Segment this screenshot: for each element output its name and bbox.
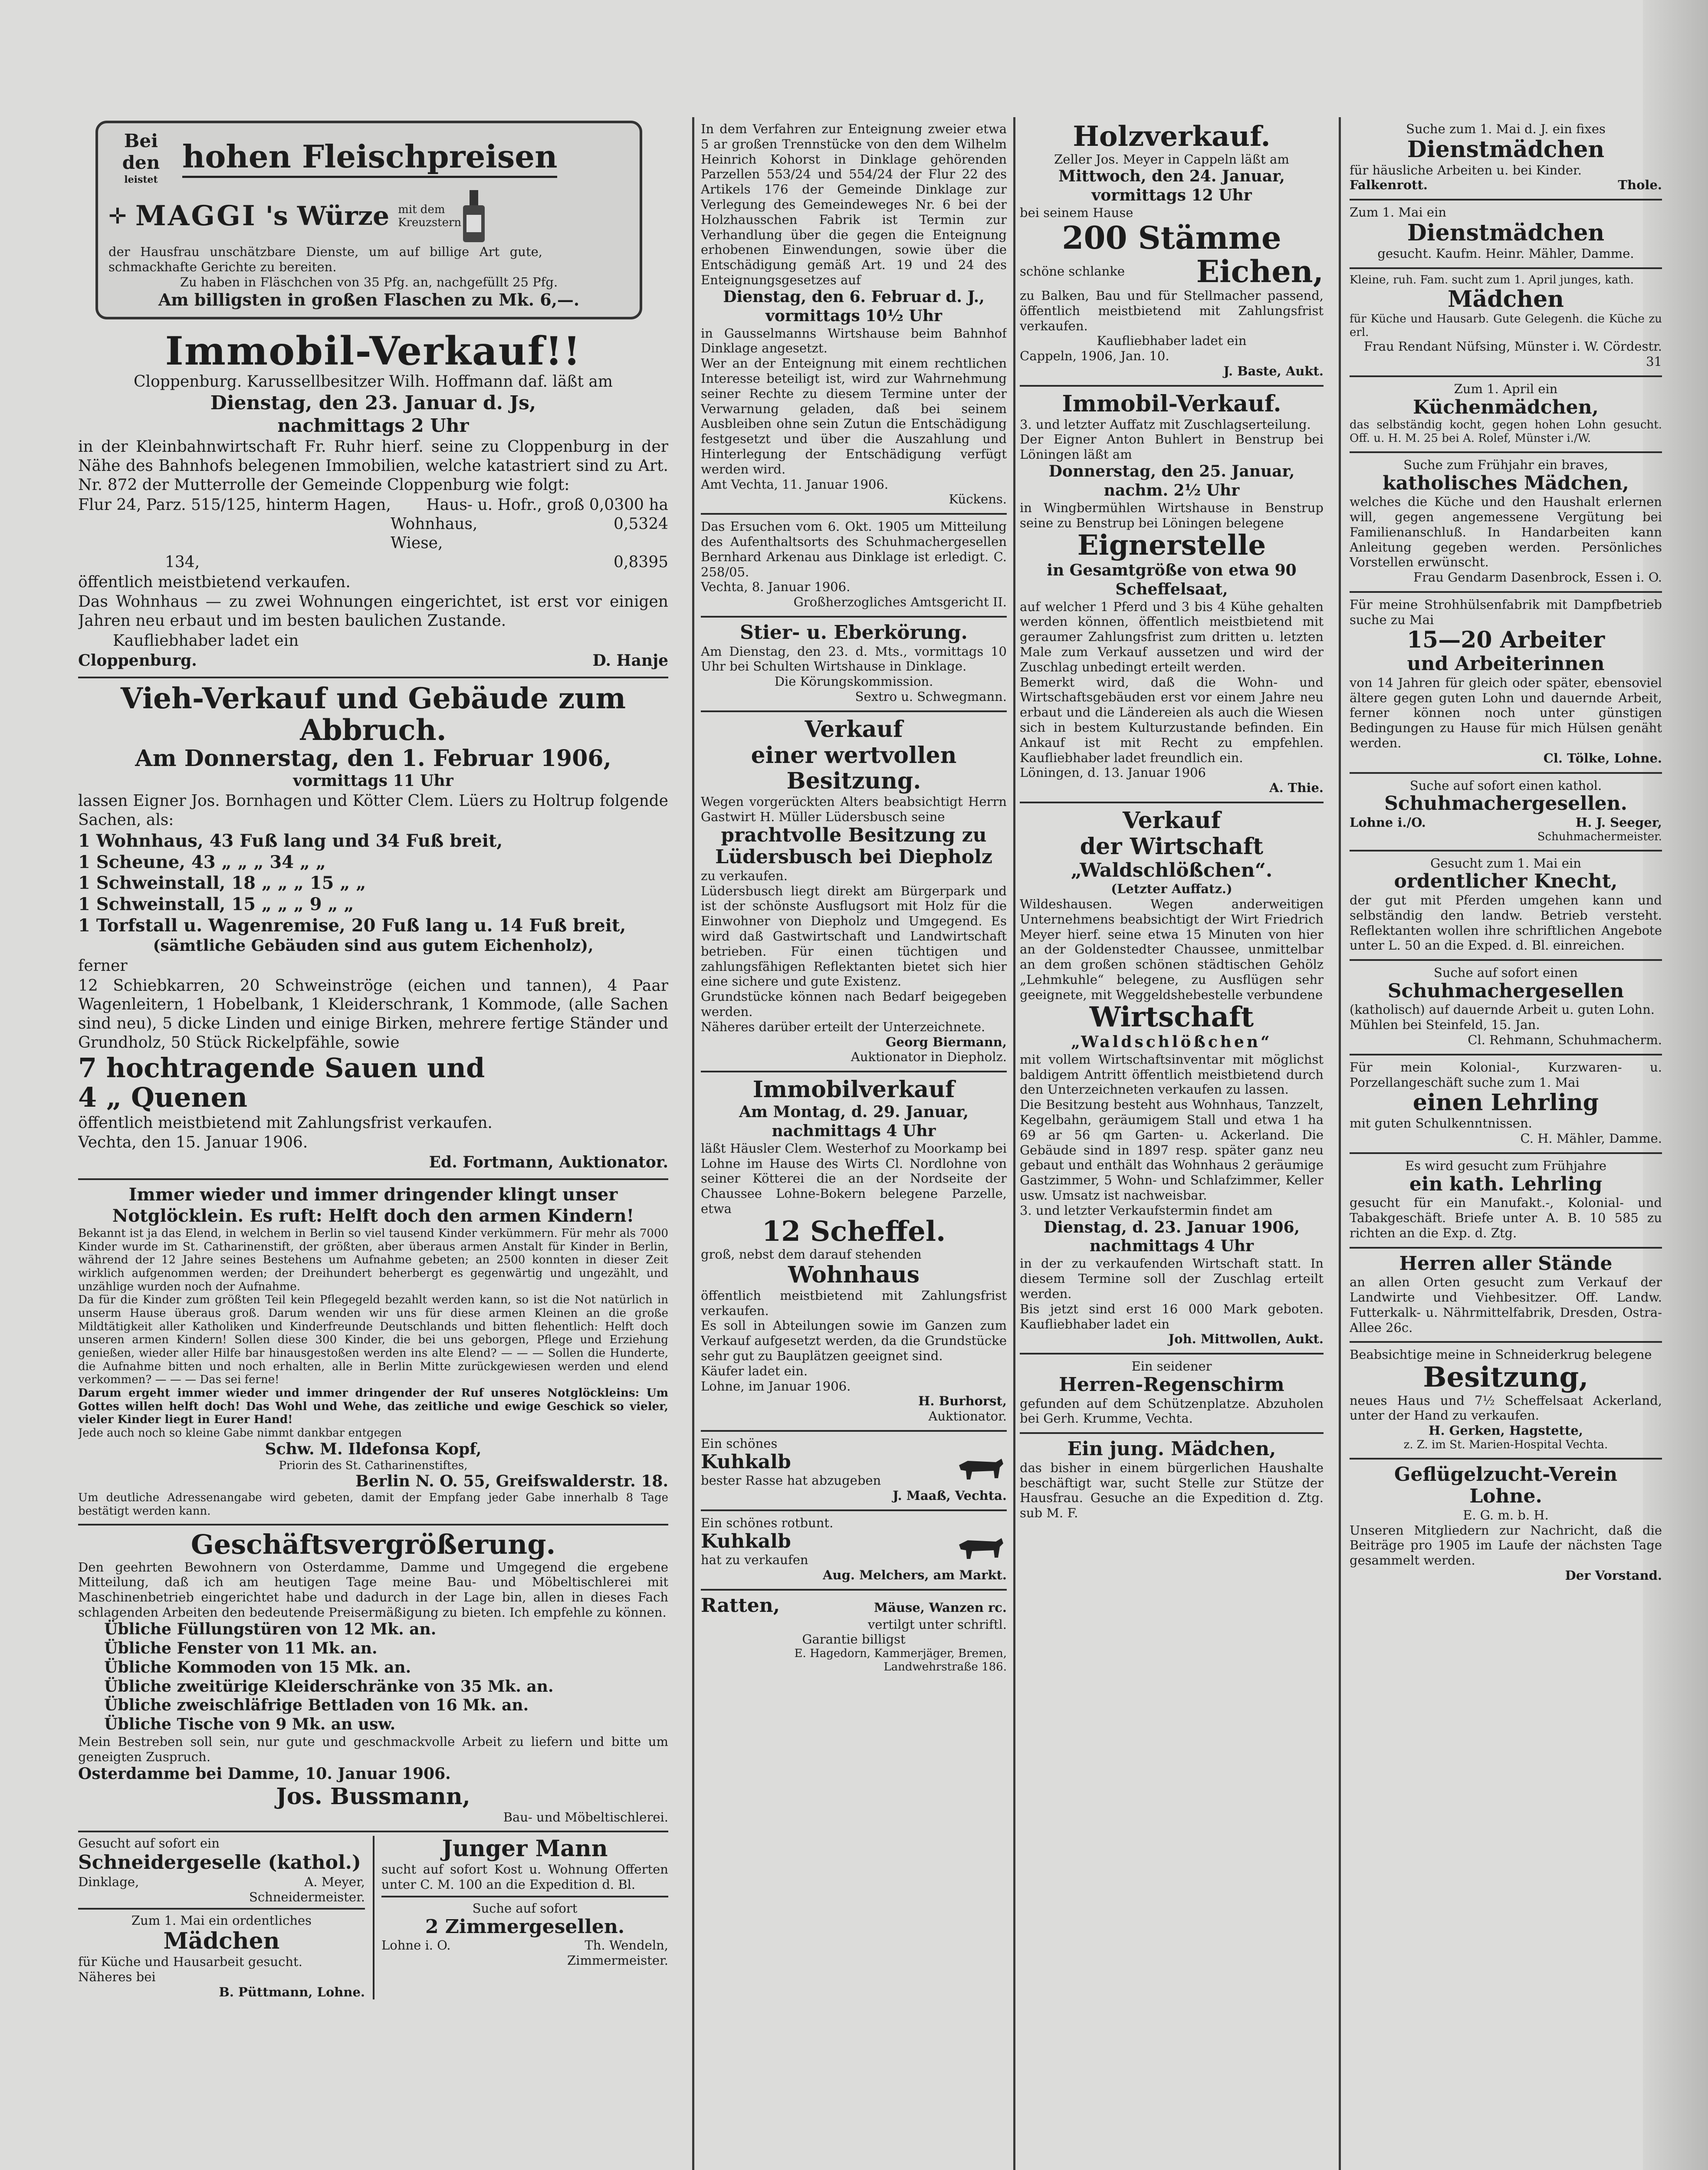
bottle-icon — [459, 188, 489, 244]
lehrling2-l1: Es wird gesucht zum Frühjahre — [1405, 1158, 1607, 1173]
arbeiter-title2: und Arbeiterinnen — [1407, 653, 1605, 675]
ersuchen-sig: Großherzogliches Amtsgericht II. — [793, 595, 1007, 610]
ad-a4-l2: Lohne i. O. — [381, 1938, 451, 1953]
maedchen-ad — [1020, 1434, 1324, 1527]
holz-ad — [1020, 117, 1324, 387]
dienst1-title: Dienstmädchen — [1407, 136, 1605, 163]
wirtschaft-date: Dienstag, d. 23. Januar 1906, nachmittags 4 Uhr — [1043, 1218, 1300, 1256]
holz-p3: schöne schlanke — [1020, 264, 1125, 279]
dienst2-l2: gesucht. Kaufm. Heinr. Mähler, Damme. — [1377, 246, 1634, 261]
verkauf-sig1: Georg Biermann, — [885, 1034, 1007, 1049]
schuh2-l2: Mühlen bei Steinfeld, 15. Jan. — [1350, 1017, 1540, 1032]
gefluegel-ad — [1350, 1460, 1662, 1589]
ad-a2-body: sucht auf sofort Kost u. Wohnung Offerten unter C. M. 100 an die Expedition d. Bl. — [381, 1862, 668, 1892]
ad-a4-sig2: Zimmermeister. — [567, 1953, 668, 1968]
knecht-p1: der gut mit Pferden umgehen kann und selbständig den landw. Betrieb versteht. Reflektanten wollen ihre schriftlichen Angebote unter L. 50 an die Exped. d. Bl. einreichen. — [1350, 892, 1662, 953]
besitz-sig: H. Gerken, Hagstette, — [1429, 1423, 1583, 1438]
schirm-ad — [1020, 1355, 1324, 1434]
notruf-sig1: Schw. M. Ildefonsa Kopf, — [265, 1440, 482, 1458]
wirtschaft-t1: Verkauf — [1123, 807, 1221, 834]
verkauf-p5: Näheres darüber erteilt der Unterzeichnete. — [701, 1019, 985, 1034]
schuh1-sig2: Schuhmachermeister. — [1537, 830, 1662, 843]
schuh2-title: Schuhmachergesellen — [1387, 980, 1624, 1002]
herren-p1: an allen Orten gesucht zum Verkauf der Landwirte und Viehbesitzer. Off. Landw. Futterkalk- u. Nährmittelfabrik, Dresden, Ostra-Allee 26c. — [1350, 1275, 1662, 1335]
vieh-ad — [78, 678, 668, 1180]
schuh1-sig: H. J. Seeger, — [1575, 815, 1662, 830]
ad-a4-l1: Suche auf sofort — [472, 1900, 578, 1916]
dienst2-title: Dienstmädchen — [1407, 219, 1605, 246]
vieh-item: 1 Wohnhaus, 43 Fuß lang und 34 Fuß breit, — [78, 830, 503, 851]
column-4 — [1350, 117, 1662, 2170]
dienst3-title: Mädchen — [1448, 286, 1564, 313]
geschaeft-item: Übliche zweitürige Kleiderschränke von 35 Mk. an. — [104, 1677, 554, 1696]
geschaeft-ad — [78, 1526, 668, 1832]
vieh-date: Am Donnerstag, den 1. Februar 1906, — [135, 745, 611, 772]
lehrling-title: einen Lehrling — [1412, 1089, 1599, 1116]
lehrling-l2: mit guten Schulkenntnissen. — [1350, 1116, 1532, 1131]
wirtschaft-p4: 3. und letzter Verkaufstermin findet am — [1020, 1203, 1273, 1218]
dienst1-l3: Falkenrott. — [1350, 178, 1428, 193]
vieh-sell: öffentlich meistbietend mit Zahlungsfrist verkaufen. — [78, 1114, 493, 1132]
immobil3-sig: A. Thie. — [1269, 780, 1324, 796]
maggi-line1b: leistet — [124, 174, 158, 185]
notruf-sig3: Berlin N. O. 55, Greifswalderstr. 18. — [355, 1472, 668, 1491]
immobil-date: Dienstag, den 23. Januar d. Js, — [210, 392, 536, 414]
notruf-title: Immer wieder und immer dringender klingt unser Notglöcklein. Es ruft: Helft doch den armen Kindern! — [112, 1184, 634, 1226]
immobil3-p6: Bemerkt wird, daß die Wohn- und Wirtschaftsgebäuden erst vor einem Jahre neu erbaut und die Ländereien als auch die Wiesen sich in bestem Kulturzustande befinden. Ein Ankauf ist mit Recht zu empfehlen. Kaufliebhaber ladet freundlich ein. — [1020, 674, 1324, 765]
besitz-ad — [1350, 1343, 1662, 1459]
lehrling-l1: Für mein Kolonial-, Kurzwaren- u. Porzellangeschäft suche zum 1. Mai — [1350, 1059, 1662, 1090]
immobil2-p4: Es soll in Abteilungen sowie im Ganzen zum Verkauf aufgesetzt werden, da die Grundstücke sehr gut zu Bauplätzen geeignet sind. — [701, 1318, 1007, 1363]
schirm-l2: gefunden auf dem Schützenplatze. Abzuholen bei Gerh. Krumme, Vechta. — [1020, 1396, 1324, 1426]
immobil-r2b: 0,5324 — [614, 515, 668, 533]
stier-title: Stier- u. Eberkörung. — [740, 621, 968, 644]
immobil2-p2: groß, nebst dem darauf stehenden — [701, 1247, 922, 1262]
ad-a2-title: Junger Mann — [442, 1835, 608, 1862]
holz-title: Holzverkauf. — [1073, 120, 1271, 153]
ad-a3-l2: für Küche und Hausarbeit gesucht. — [78, 1954, 302, 1969]
small-ads-bottom — [78, 1832, 668, 1999]
ad-a4-title: 2 Zimmergesellen. — [425, 1915, 625, 1938]
notruf-p2: Da für die Kinder zum größten Teil kein Pflegegeld bezahlt werden kann, so ist die Not natürlich in unserm Hause überaus groß. Darum wenden wir uns für diese armen Kleinen an die große Mildtätigkeit aller Katholiken und Kinderfreunde Deutschlands und bitten flehentlich: Helft doch unseren armen Kindern! Sollen diese 300 Kinder, die bei uns geborgen, Pflege und Erziehung genießen, wieder aller Hilfe bar hinausgestoßen werden ins alte Elend? — — — Sollen die Hunderte, die Aufnahme bitten und noch erhalten, alle in Berlin Mitte zurückgewiesen werden und elend verkommen? — — — Das sei ferne! — [78, 1293, 668, 1387]
geschaeft-item: Übliche zweischläfrige Bettladen von 16 Mk. an. — [104, 1696, 529, 1715]
holz-p4: zu Balken, Bau und für Stellmacher passend, öffentlich meistbietend mit Zahlungsfrist verkaufen. — [1020, 288, 1324, 333]
schuh2-ad — [1350, 961, 1662, 1055]
vieh-title: Vieh-Verkauf und Gebäude zum Abbruch. — [120, 681, 626, 747]
ad-a3-sig: B. Püttmann, Lohne. — [219, 1984, 365, 1999]
ad-a3-l3: Näheres bei — [78, 1969, 156, 1984]
immobil3-p3: in Wingbermühlen Wirtshause in Benstrup seine zu Benstrup bei Löningen belegene — [1020, 500, 1324, 530]
column-3 — [1020, 117, 1324, 2170]
lehrling2-p1: gesucht für ein Manufakt.-, Kolonial- und Tabakgeschäft. Briefe unter A. B. 10 585 zu richten an die Exp. d. Ztg. — [1350, 1195, 1662, 1240]
wirtschaft-p6: Bis jetzt sind erst 16 000 Mark geboten. Kaufliebhaber ladet ein — [1020, 1301, 1324, 1332]
geschaeft-p2: Mein Bestreben soll sein, nur gute und geschmackvolle Arbeit zu liefern und bitte um geneigten Zuspruch. — [78, 1734, 668, 1765]
notruf-p3: Darum ergeht immer wieder und immer dringender der Ruf unseres Notglöckleins: Um Gottes willen helft doch! Das Wohl und Wehe, das zeitliche und ewige Geschick so vieler, vieler Kinder liegt in Eurer Hand! — [78, 1386, 668, 1427]
notruf-ad — [78, 1180, 668, 1526]
ersuchen-notice — [701, 515, 1007, 618]
immobil2-sig2: Auktionator. — [928, 1409, 1007, 1424]
ad-a1-l5: Schneidermeister. — [249, 1889, 365, 1904]
verkauf-ad — [701, 712, 1007, 1073]
ad-a3-l1: Zum 1. Mai ein ordentliches — [131, 1913, 312, 1928]
dienst2-l1: Zum 1. Mai ein — [1350, 205, 1447, 220]
immobil-body: in der Kleinbahnwirtschaft Fr. Ruhr hierf. seine zu Cloppenburg in der Nähe des Bahnhofs belegenen Immobilien, welche katastriert sind zu Art. Nr. 872 der Mutterrolle der Gemeinde Cloppenburg wie folgt: — [78, 438, 668, 494]
enteignung-notice — [701, 117, 1007, 515]
holz-date: Mittwoch, den 24. Januar, vormittags 12 Uhr — [1058, 167, 1285, 205]
calf-icon — [955, 1454, 1007, 1485]
maggi-brand-b: 's Würze — [265, 201, 390, 231]
kuh1-l2: bester Rasse hat abzugeben — [701, 1473, 881, 1488]
vieh-intro: lassen Eigner Jos. Bornhagen und Kötter Clem. Lüers zu Holtrup folgende Sachen, als: — [78, 792, 668, 829]
immobil3-big: Eignerstelle — [1077, 529, 1266, 562]
kreuzstern-icon: ✛ — [108, 203, 127, 229]
holz-sig: J. Baste, Aukt. — [1223, 363, 1324, 378]
calf-icon — [955, 1534, 1007, 1564]
immobil2-big: 12 Scheffel. — [762, 1215, 946, 1248]
immobil-r1b: Haus- u. Hofr., groß 0,0300 ha — [426, 496, 668, 514]
column-rule — [692, 117, 694, 2170]
verkauf-t3: Besitzung. — [786, 768, 921, 795]
immobil-r1a: Flur 24, Parz. 515/125, hinterm Hagen, — [78, 496, 391, 514]
geschaeft-item: Übliche Fenster von 11 Mk. an. — [104, 1639, 378, 1657]
immobil2-big2: Wohnhaus — [788, 1262, 920, 1289]
immobil2-p3: öffentlich meistbietend mit Zahlungsfrist verkaufen. — [701, 1288, 1007, 1318]
dienst3-l2: für Küche und Hausarb. Gute Gelegenh. die Küche zu erl. — [1350, 312, 1662, 339]
arbeiter-p1: von 14 Jahren für gleich oder später, ebensoviel ältere gegen guten Lohn und dauernde Arbeit, ferner können noch unter günstigen Bedingungen zu Hause für mich Hülsen genäht werden. — [1350, 675, 1662, 751]
vieh-item: 1 Schweinstall, 15 „ „ „ 9 „ „ — [78, 894, 354, 915]
vieh-item: (sämtliche Gebäuden sind aus gutem Eichenholz), — [153, 936, 594, 955]
schirm-l1: Ein seidener — [1131, 1359, 1212, 1374]
schuh1-ad — [1350, 774, 1662, 852]
dienst2-ad — [1350, 201, 1662, 269]
kuhkalb-ad-2 — [701, 1511, 1007, 1591]
gefluegel-p1: Unseren Mitgliedern zur Nachricht, daß die Beiträge pro 1905 im Laufe der nächsten Tage gesammelt werden. — [1350, 1522, 1662, 1568]
ratten-sig: E. Hagedorn, Kammerjäger, Bremen, Landwehrstraße 186. — [794, 1647, 1007, 1674]
gefluegel-t3: E. G. m. b. H. — [1463, 1507, 1549, 1522]
kuh1-sig: J. Maaß, Vechta. — [893, 1488, 1007, 1503]
column-1 — [78, 117, 668, 2170]
immobil-time: nachmittags 2 Uhr — [277, 414, 469, 436]
wirtschaft-big2: „Waldschlößchen“ — [1071, 1032, 1272, 1051]
immobil3-title: Immobil-Verkauf. — [1062, 390, 1281, 417]
knecht-ad — [1350, 852, 1662, 961]
immobil2-date: Am Montag, d. 29. Januar, nachmittags 4 Uhr — [739, 1103, 969, 1140]
immobil-sell: öffentlich meistbietend verkaufen. — [78, 573, 351, 591]
geschaeft-item: Übliche Tische von 9 Mk. an usw. — [104, 1715, 396, 1734]
vieh-place: Vechta, den 15. Januar 1906. — [78, 1134, 308, 1152]
gefluegel-title: Geflügelzucht-Verein — [1394, 1463, 1618, 1486]
kueche-title: Küchenmädchen, — [1413, 396, 1599, 418]
kuh2-sig: Aug. Melchers, am Markt. — [823, 1568, 1007, 1583]
vieh-big2: 4 „ Quenen — [78, 1082, 248, 1114]
geschaeft-place: Osterdamme bei Damme, 10. Januar 1906. — [78, 1764, 451, 1783]
lehrling-sig: C. H. Mähler, Damme. — [1520, 1131, 1662, 1146]
wirtschaft-p5: in der zu verkaufenden Wirtschaft statt. In diesem Termine soll der Zuschlag erteilt werden. — [1020, 1256, 1324, 1301]
ratten-title: Ratten, — [701, 1594, 780, 1617]
schuh2-sig: Cl. Rehmann, Schuhmacherm. — [1468, 1032, 1662, 1048]
verkauf-sig2: Auktionator in Diepholz. — [851, 1049, 1007, 1065]
verkauf-p4: Grundstücke können nach Bedarf beigegeben werden. — [701, 989, 1007, 1019]
dienst1-sig: Thole. — [1618, 178, 1662, 193]
immobil3-p5: auf welcher 1 Pferd und 3 bis 4 Kühe gehalten werden können, öffentlich meistbietend mit geraumer Zahlungsfrist zum dritten u. letzten Male zum Verkauf aussetzen und wird der Zuschlag unbedingt erteilt werden. — [1020, 599, 1324, 674]
notruf-sig2: Priorin des St. Catharinenstiftes, — [279, 1459, 468, 1472]
geschaeft-sig: Jos. Bussmann, — [276, 1783, 470, 1810]
immobil3-ad — [1020, 387, 1324, 803]
gefluegel-t2: Lohne. — [1469, 1485, 1542, 1508]
schuh1-l1: Suche auf sofort einen kathol. — [1409, 778, 1602, 793]
maggi-body: der Hausfrau unschätzbare Dienste, um auf billige Art gute, schmackhafte Gerichte zu bereiten. — [108, 244, 542, 274]
notruf-p1: Bekannt ist ja das Elend, in welchem in Berlin so viel tausend Kinder verkümmern. Für mehr als 7000 Kinder wurde im St. Catharinenstift, der größten, aber überaus armen Anstalt für Kinder in Berlin, während der 12 Jahre seines Bestehens um Aufnahme gebeten; an 2500 konnten in dieser Zeit wirklich aufgenommen werden; der Dreihundert beherbergt es gegenwärtig und ungezählt, und unzählige wurden noch der Aufnahme. — [78, 1226, 668, 1293]
notruf-foot: Um deutliche Adressenangabe wird gebeten, damit der Empfang jeder Gabe innerhalb 8 Tage bestätigt werden kann. — [78, 1491, 668, 1518]
kath-sig: Frau Gendarm Dasenbrock, Essen i. O. — [1413, 570, 1662, 585]
knecht-title: ordentlicher Knecht, — [1394, 870, 1618, 893]
kueche-l1: Zum 1. April ein — [1454, 381, 1558, 396]
maggi-line1a: Bei den — [122, 130, 160, 174]
dienst1-l1: Suche zum 1. Mai d. J. ein fixes — [1406, 122, 1606, 136]
immobil3-place: Löningen, d. 13. Januar 1906 — [1020, 765, 1206, 780]
verkauf-p2: zu verkaufen. — [701, 868, 788, 883]
verkauf-big: prachtvolle Besitzung zu Lüdersbusch bei Diepholz — [715, 824, 992, 868]
holz-p1: Zeller Jos. Meyer in Cappeln läßt am — [1054, 152, 1289, 167]
immobil-sig-left: Cloppenburg. — [78, 651, 197, 670]
herren-ad — [1350, 1249, 1662, 1343]
column-rule — [1339, 117, 1341, 2170]
enteig-p1: In dem Verfahren zur Enteignung zweier etwa 5 ar großen Trennstücke von den dem Wilhelm Heinrich Kohorst in Dinklage gehörenden Parzellen 553/24 und 554/24 der Flur 22 des Artikels 176 der Gemeinde Dinklage zur Verlegung des Gemeindeweges Nr. 6 bei der Holzhausschen Fabrik ist Termin zur Verhandlung über die gegen die Enteignung erhobenen Einwendungen, sowie über die Entschädigung gemäß Art. 19 und 24 des Enteignungsgesetzes auf — [701, 122, 1007, 287]
immobil-title: Immobil-Verkauf!! — [165, 328, 581, 374]
holz-place: Cappeln, 1906, Jan. 10. — [1020, 349, 1169, 364]
wirtschaft-sig: Joh. Mittwollen, Aukt. — [1168, 1332, 1324, 1347]
schuh2-p1: (katholisch) auf dauernde Arbeit u. guten Lohn. — [1350, 1002, 1655, 1017]
schuh1-title: Schuhmachergesellen. — [1384, 792, 1627, 815]
ad-a3-title: Mädchen — [163, 1928, 280, 1955]
arbeiter-l1: Für meine Strohhülsenfabrik mit Dampfbetrieb suche zu Mai — [1350, 597, 1662, 627]
wirtschaft-t3: „Waldschlößchen“. — [1071, 859, 1273, 881]
kuh2-title: Kuhkalb — [701, 1530, 791, 1552]
immobil-house: Das Wohnhaus — zu zwei Wohnungen eingerichtet, ist erst vor einigen Jahren neu erbaut und im besten baulichen Zustande. — [78, 593, 668, 630]
maggi-brand-c: mit dem Kreuzstern — [398, 203, 462, 230]
ratten-ad — [701, 1591, 1007, 1680]
immobil2-p1: läßt Häusler Clem. Westerhof zu Moorkamp bei Lohne im Hause des Wirts Cl. Nordlohne von seiner Kötterei die an der Nordseite der Chaussee Lohne-Bokern belegene Parzelle, etwa — [701, 1141, 1007, 1217]
stier-sig1: Die Körungskommission. — [774, 674, 933, 689]
verkauf-p3: Lüdersbusch liegt direkt am Bürgerpark und ist der schönste Ausflugsort mit Holz für die Einwohner von Diepholz und Umgegend. Es wird daß Gastwirtschaft und Landwirtschaft betrieben. Für einen tüchtigen und zahlungsfähigen Reflektanten bietet sich hier eine sichere und gute Existenz. — [701, 883, 1007, 989]
kueche-ad — [1350, 377, 1662, 453]
arbeiter-ad — [1350, 593, 1662, 774]
besitz-p1: neues Haus und 7½ Scheffelsaat Ackerland, unter der Hand zu verkaufen. — [1350, 1393, 1662, 1423]
immobil2-place: Lohne, im Januar 1906. — [701, 1378, 851, 1394]
stier-sig2: Sextro u. Schwegmann. — [855, 689, 1007, 704]
dienst1-l2: für häusliche Arbeiten u. bei Kinder. — [1350, 162, 1582, 178]
ratten-l2: Garantie billigst — [802, 1632, 906, 1647]
verkauf-t2: einer wertvollen — [751, 742, 957, 769]
immobil-intro: Cloppenburg. Karussellbesitzer Wilh. Hoffmann daf. läßt am — [134, 373, 613, 391]
kath-title: katholisches Mädchen, — [1383, 472, 1629, 494]
maedchen-title: Ein jung. Mädchen, — [1067, 1438, 1276, 1460]
immobil-r4a: 134, — [165, 553, 200, 571]
enteig-p3: Wer an der Enteignung mit einem rechtlichen Interesse beteiligt ist, wird zur Wahrnehmung seiner Rechte zu diesem Termine unter der Verwarnung geladen, daß bei seinem Ausbleiben ohne sein Zutun die Entschädigung festgesetzt und über die Auszahlung und Hinterlegung der Entschädigung verfügt werden wird. — [701, 356, 1007, 477]
besitz-sig2: z. Z. im St. Marien-Hospital Vechta. — [1403, 1438, 1608, 1451]
schuh2-l1: Suche auf sofort einen — [1434, 965, 1578, 980]
dienst1-ad — [1350, 117, 1662, 201]
wirtschaft-p2: mit vollem Wirtschaftsinventar mit möglichst baldigem Antritt öffentlich meistbietend durch den Unterzeichneten verkaufen zu lassen. — [1020, 1052, 1324, 1097]
ersuchen-p1: Das Ersuchen vom 6. Okt. 1905 um Mitteilung des Aufenthaltsorts des Schuhmachergesellen Bernhard Arkenau aus Dinklage ist erledigt. C. 258/05. — [701, 519, 1007, 579]
holz-p2: bei seinem Hause — [1020, 205, 1133, 220]
wirtschaft-big: Wirtschaft — [1089, 1001, 1254, 1034]
arbeiter-title: 15—20 Arbeiter — [1406, 627, 1605, 654]
immobil-buyers: Kaufliebhaber ladet ein — [113, 632, 299, 650]
ad-a1-l3: Dinklage, — [78, 1874, 139, 1889]
stier-p1: Am Dienstag, den 23. d. Mts., vormittags 10 Uhr bei Schulten Wirtshause in Dinklage. — [701, 644, 1007, 674]
ratten-t2: Mäuse, Wanzen rc. — [874, 1600, 1007, 1615]
vieh-ferner: ferner — [78, 957, 128, 975]
dienst3-sig: Frau Rendant Nüfsing, Münster i. W. Cördestr. 31 — [1363, 339, 1662, 369]
geschaeft-p1: Den geehrten Bewohnern von Osterdamme, Damme und Umgegend die ergebene Mitteilung, daß ich am heutigen Tage meine Bau- und Möbeltischlerei mit Maschinenbetrieb eingerichtet habe und dadurch in der Lage bin, allen in dieses Fach schlagenden Arbeiten den bedeutende Preisermäßigung zu bieten. Ich empfehle zu können. — [78, 1559, 668, 1620]
holz-big2: Eichen, — [1196, 253, 1324, 289]
ad-a4-sig: Th. Wendeln, — [585, 1938, 668, 1953]
ersuchen-place: Vechta, 8. Januar 1906. — [701, 579, 851, 595]
ad-a1-l4: A. Meyer, — [304, 1874, 365, 1889]
dienst3-ad — [1350, 269, 1662, 377]
maggi-brand: MAGGI — [135, 200, 257, 233]
column-rule — [1013, 117, 1015, 2170]
knecht-l1: Gesucht zum 1. Mai ein — [1430, 855, 1581, 871]
immobil3-p2: Der Eigner Anton Buhlert in Benstrup bei Löningen läßt am — [1020, 432, 1324, 462]
besitz-title: Besitzung, — [1423, 1361, 1589, 1394]
enteig-date: Dienstag, den 6. Februar d. J., vormittags 10½ Uhr — [723, 287, 985, 325]
kuh1-title: Kuhkalb — [701, 1450, 791, 1473]
maggi-bottom: Am billigsten in großen Flaschen zu Mk. 6,—. — [158, 289, 580, 309]
enteig-sig: Kückens. — [949, 492, 1007, 507]
kuh1-l1: Ein schönes — [701, 1436, 778, 1451]
wirtschaft-ad — [1020, 803, 1324, 1355]
lehrling-ad — [1350, 1055, 1662, 1154]
kath-p1: welches die Küche und den Haushalt erlernen will, gegen angemessene Vergütung bei Familienanschluß. In Handarbeiten kann Anleitung gegeben werden. Persönliches Vorstellen erwünscht. — [1350, 494, 1662, 570]
geschaeft-title: Geschäftsvergrößerung. — [191, 1529, 556, 1561]
wirtschaft-p3: Die Besitzung besteht aus Wohnhaus, Tanzzelt, Kegelbahn, geräumigem Stall und etwa 1 ha 69 ar 56 qm Garten- u. Ackerland. Die Gebäude sind in 1897 resp. später ganz neu gebaut und enthält das Wohnhaus 2 geräumige Gastzimmer, 5 Wohn- und Schlafzimmer, Keller usw. Umsatz ist nachweisbar. — [1020, 1097, 1324, 1203]
geschaeft-item: Übliche Kommoden von 15 Mk. an. — [104, 1658, 411, 1677]
vieh-big1: 7 hochtragende Sauen und — [78, 1052, 485, 1084]
kuh2-l2: hat zu verkaufen — [701, 1552, 808, 1568]
wirtschaft-t2: der Wirtschaft — [1080, 833, 1264, 860]
holz-big: 200 Stämme — [1062, 219, 1281, 256]
enteig-place: Amt Vechta, 11. Januar 1906. — [701, 477, 889, 492]
maggi-ad — [95, 121, 642, 319]
immobil-ad — [78, 326, 668, 678]
schuh1-l2: Lohne i./O. — [1350, 815, 1426, 830]
immobil2-p5: Käufer ladet ein. — [701, 1363, 808, 1378]
notruf-p4: Jede auch noch so kleine Gabe nimmt dankbar entgegen — [78, 1426, 402, 1440]
geschaeft-sig2: Bau- und Möbeltischlerei. — [503, 1809, 668, 1825]
column-2 — [701, 117, 1007, 2170]
ad-a1-l2: Schneidergeselle (kathol.) — [78, 1851, 361, 1874]
verkauf-t1: Verkauf — [805, 716, 903, 743]
vieh-sig: Ed. Fortmann, Auktionator. — [429, 1153, 668, 1172]
gefluegel-sig: Der Vorstand. — [1565, 1568, 1662, 1583]
besitz-l1: Beabsichtige meine in Schneiderkrug belegene — [1350, 1347, 1652, 1362]
immobil-r4b: 0,8395 — [614, 553, 668, 571]
maggi-headline: hohen Fleischpreisen — [182, 138, 557, 178]
maedchen-p1: das bisher in einem bürgerlichen Haushalte beschäftigt war, sucht Stelle zur Stütze der Hausfrau. Gesuche an die Expedition d. Ztg. sub M. F. — [1020, 1460, 1324, 1521]
immobil-sig-right: D. Hanje — [592, 651, 668, 670]
wirtschaft-p1: Wildeshausen. Wegen anderweitigen Unternehmens beabsichtigt der Wirt Friedrich Meyer hierf. seine etwa 15 Minuten von hier an der Goldenstedter Chaussee, unmittelbar an dem großen schönen städtischen Gehölz „Lehmkuhle“ belegene, zu Ausflügen sehr geeignete, mit Weggeldshebestelle verbundene — [1020, 896, 1324, 1002]
verkauf-p1: Wegen vorgerückten Alters beabsichtigt Herrn Gastwirt H. Müller Lüdersbusch seine — [701, 794, 1007, 824]
enteig-p2: in Gausselmanns Wirtshause beim Bahnhof Dinklage angesetzt. — [701, 326, 1007, 356]
dienst3-l1: Kleine, ruh. Fam. sucht zum 1. April junges, kath. — [1350, 273, 1634, 286]
vieh-item: 1 Torfstall u. Wagenremise, 20 Fuß lang u. 14 Fuß breit, — [78, 915, 626, 936]
immobil-r2a: Wohnhaus, — [391, 515, 478, 533]
maggi-small: Zu haben in Fläschchen von 35 Pfg. an, nachgefüllt 25 Pfg. — [180, 274, 558, 289]
lehrling2-title: ein kath. Lehrling — [1409, 1173, 1603, 1195]
kath-ad — [1350, 453, 1662, 593]
immobil2-title: Immobilverkauf — [752, 1076, 955, 1103]
immobil2-sig1: H. Burhorst, — [918, 1394, 1007, 1409]
stier-ad — [701, 618, 1007, 712]
kueche-l2: das selbständig kocht, gegen hohen Lohn gesucht. Off. u. H. M. 25 bei A. Rolef, Münster i./W. — [1350, 418, 1662, 445]
vieh-item: 1 Scheune, 43 „ „ „ 34 „ „ — [78, 852, 326, 872]
immobil3-p1: 3. und letzter Auffatz mit Zuschlagserteilung. — [1020, 417, 1311, 432]
arbeiter-sig: Cl. Tölke, Lohne. — [1543, 750, 1662, 766]
ad-a1-l1: Gesucht auf sofort ein — [78, 1836, 220, 1851]
holz-p5: Kaufliebhaber ladet ein — [1097, 333, 1247, 349]
immobil3-date: Donnerstag, den 25. Januar, nachm. 2½ Uhr — [1048, 462, 1295, 500]
kuh2-l1: Ein schönes rotbunt. — [701, 1515, 834, 1530]
geschaeft-item: Übliche Füllungstüren von 12 Mk. an. — [104, 1620, 437, 1638]
wirtschaft-t4: (Letzter Auffatz.) — [1111, 881, 1232, 897]
ratten-l1: vertilgt unter schriftl. — [867, 1617, 1007, 1632]
lehrling2-ad — [1350, 1154, 1662, 1249]
kath-l1: Suche zum Frühjahr ein braves, — [1403, 457, 1608, 472]
vieh-time: vormittags 11 Uhr — [293, 772, 453, 790]
immobil2-ad — [701, 1072, 1007, 1432]
immobil-r3a: Wiese, — [391, 534, 443, 552]
herren-title: Herren aller Stände — [1399, 1252, 1613, 1275]
kuhkalb-ad-1 — [701, 1432, 1007, 1511]
schirm-title: Herren-Regenschirm — [1059, 1373, 1284, 1396]
vieh-item: 1 Schweinstall, 18 „ „ „ 15 „ „ — [78, 873, 366, 894]
immobil3-p4: in Gesamtgröße von etwa 90 Scheffelsaat, — [1047, 561, 1297, 598]
vieh-body: 12 Schiebkarren, 20 Schweinströge (eichen und tannen), 4 Paar Wagenleitern, 1 Hobelbank, 1 Kleiderschrank, 1 Kommode, (alle Sachen sind neu), 5 dicke Linden und einige Birken, mehrere fertige Ständer und Grundholz, 50 Stück Rickelpfähle, sowie — [78, 976, 668, 1052]
